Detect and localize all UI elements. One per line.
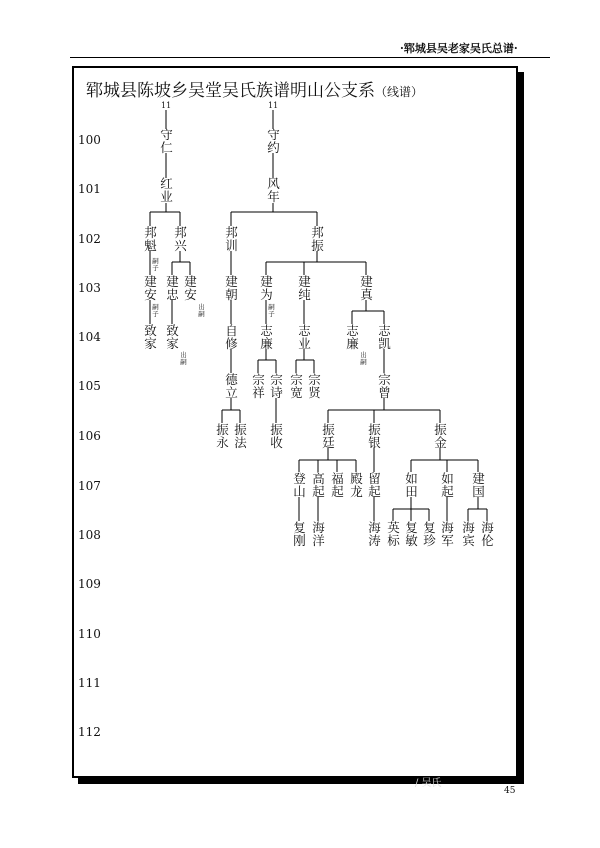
person-name: 如起 (441, 471, 454, 499)
person-name: 建国 (472, 471, 485, 499)
person-name: 邦训 (225, 225, 238, 253)
generation-label: 106 (78, 429, 101, 443)
person-name: 风年 (267, 176, 280, 204)
person-name: 复珍 (423, 520, 436, 548)
person-name: 复刚 (293, 520, 306, 548)
person-name: 宗诗 (270, 372, 283, 400)
person-name: 留起 (368, 471, 381, 499)
person-name: 建为 (260, 274, 273, 302)
person-name: 高起 (312, 471, 325, 499)
generation-marker: 11 (161, 101, 172, 110)
person-name: 如田 (405, 471, 418, 499)
person-name: 宗祥 (252, 372, 265, 400)
person-name: 志廉 (260, 323, 273, 351)
generation-marker: 11 (268, 101, 279, 110)
person-name: 复敏 (405, 520, 418, 548)
person-name: 宗贤 (308, 372, 321, 400)
person-name: 守约 (267, 127, 280, 155)
person-name: 振廷 (322, 422, 335, 450)
person-name: 海伦 (481, 520, 494, 548)
generation-label: 103 (78, 281, 101, 295)
person-name: 海洋 (312, 520, 325, 548)
generation-label: 105 (78, 379, 101, 393)
title-main: 郓城县陈坡乡吴堂吴氏族谱明山公支系 (86, 81, 375, 101)
generation-label: 107 (78, 479, 101, 493)
person-name: 德立 (225, 372, 238, 400)
person-name: 振收 (270, 422, 283, 450)
person-name: 致家 (166, 323, 179, 351)
adoption-note: 嗣子 (152, 303, 159, 318)
generation-label: 109 (78, 577, 101, 591)
adoption-note: 嗣子 (268, 303, 275, 318)
generation-label: 108 (78, 528, 101, 542)
person-name: 建忠 (166, 274, 179, 302)
person-name: 志凯 (378, 323, 391, 351)
person-name: 海宾 (462, 520, 475, 548)
person-name: 建朝 (225, 274, 238, 302)
adoption-note: 出嗣 (198, 303, 205, 318)
person-name: 振银 (368, 422, 381, 450)
person-name: 振金 (434, 422, 447, 450)
person-name: 建安 (184, 274, 197, 302)
person-name: 登山 (293, 471, 306, 499)
person-name: 建纯 (298, 274, 311, 302)
generation-label: 101 (78, 182, 101, 196)
adoption-note: 出嗣 (180, 351, 187, 366)
person-name: 致家 (144, 323, 157, 351)
person-name: 海军 (441, 520, 454, 548)
generation-label: 111 (78, 676, 101, 690)
generation-label: 100 (78, 133, 101, 147)
person-name: 英标 (387, 520, 400, 548)
generation-label: 110 (78, 627, 101, 641)
adoption-note: 出嗣 (360, 351, 367, 366)
person-name: 福起 (331, 471, 344, 499)
running-header: ·郓城县吴老家吴氏总谱· (400, 42, 518, 55)
adoption-note: 嗣子 (152, 257, 159, 272)
person-name: 红业 (160, 176, 173, 204)
generation-label: 102 (78, 232, 101, 246)
person-name: 宗曾 (378, 372, 391, 400)
person-name: 海涛 (368, 520, 381, 548)
person-name: 宗宽 (290, 372, 303, 400)
page-number: 45 (504, 786, 516, 796)
title-subtitle: （线谱） (375, 85, 424, 99)
generation-label: 104 (78, 330, 101, 344)
person-name: 守仁 (160, 127, 173, 155)
watermark: / 吴氏 (415, 778, 442, 789)
person-name: 邦兴 (174, 225, 187, 253)
generation-label: 112 (78, 725, 101, 739)
person-name: 殿龙 (350, 471, 363, 499)
person-name: 邦振 (311, 225, 324, 253)
person-name: 志业 (298, 323, 311, 351)
person-name: 振永 (216, 422, 229, 450)
person-name: 邦魁 (144, 225, 157, 253)
person-name: 建安 (144, 274, 157, 302)
person-name: 振法 (234, 422, 247, 450)
person-name: 自修 (225, 323, 238, 351)
person-name: 建真 (360, 274, 373, 302)
person-name: 志廉 (346, 323, 359, 351)
